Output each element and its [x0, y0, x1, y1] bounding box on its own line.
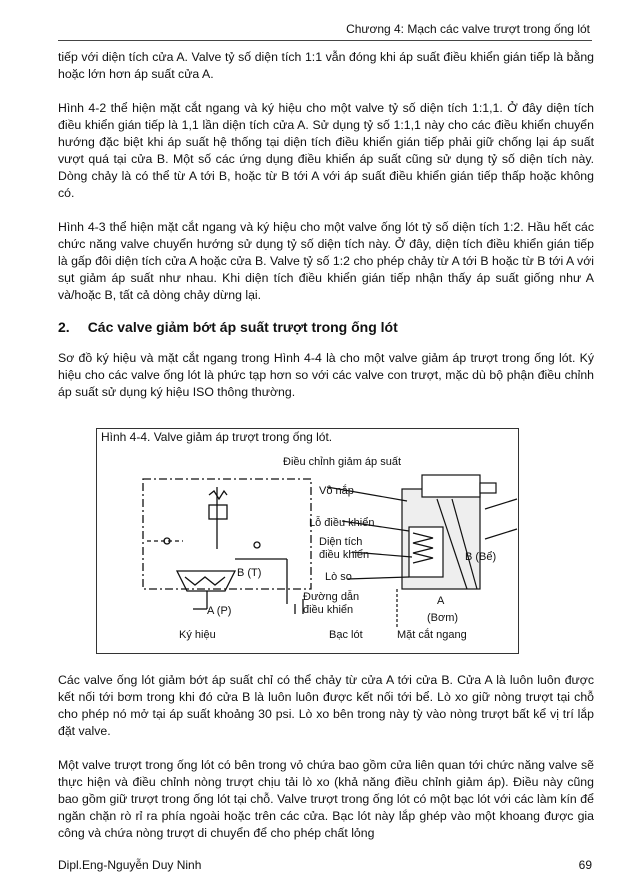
label-port-b-tank: B (Bể): [465, 551, 497, 563]
paragraph: Hình 4-3 thể hiện mặt cắt ngang và ký hiệu cho một valve ống lót tỷ số diện tích 1:2. Hầu hết các chức năng valve chuyển hướng sử dụng tỷ số diện tích này. Ở đây, diện tích điều khiển gián tiếp là gấp đôi diện tích cửa A hoặc cửa B. Valve tỷ số 1:2 cho phép chảy từ A tới B hoặc từ B tới A với sụt giảm áp suất như nhau. Khi diện tích điều khiển gián tiếp nhận thấy áp suất giống như A và/hoặc B, tất cả dòng chảy dừng lại.: [58, 220, 594, 302]
body-text-bottom: [58, 672, 594, 842]
symbol-frame: [143, 479, 311, 589]
label-spring: Lò so: [325, 571, 352, 583]
label-pilot-hole: Lỗ điều khiển: [309, 517, 375, 529]
figure-4-4: [96, 428, 519, 654]
label-adjust: Điều chỉnh giảm áp suất: [283, 456, 402, 468]
label-pump: (Bơm): [427, 612, 459, 624]
section-heading: [58, 318, 594, 336]
label-symbol: Ký hiệu: [179, 629, 216, 641]
label-cap: Vỏ nắp: [319, 485, 354, 497]
label-pilot-area: Diện tích điều khiển: [319, 536, 370, 561]
section-number: 2.: [58, 319, 70, 335]
paragraph: Các valve ống lót giảm bớt áp suất chỉ có thể chảy từ cửa A tới cửa B. Cửa A là luôn luôn được kết nối tới bơm trong khi đó cửa B là luôn luôn được kết nối tới bể. Lò xo giữ nòng trượt tại chỗ cho phép nó mở tại áp suất khoảng 30 psi. Lò xo bên trong này tỳ vào nòng trượt bất kể vị trí lắp đặt valve.: [58, 673, 594, 738]
footer-author: Dipl.Eng-Nguyễn Duy Ninh: [58, 858, 202, 872]
section-title: Các valve giảm bớt áp suất trượt trong ống lót: [87, 319, 398, 335]
label-sleeve: Bạc lót: [329, 629, 363, 641]
cartridge-symbol: [177, 571, 235, 591]
figure-caption: Hình 4-4. Valve giảm áp trượt trong ống lót.: [101, 430, 333, 444]
page-number: 69: [578, 858, 592, 872]
relief-valve-symbol: [209, 505, 227, 519]
label-port-a: A: [437, 595, 445, 607]
paragraph: Hình 4-2 thể hiện mặt cắt ngang và ký hiệu cho một valve tỷ số diện tích 1:1,1. Ở đây diện tích điều khiển gián tiếp là 1,1 lần diện tích cửa A. Sử dụng tỷ số 1:1,1 này cho các điều khiển chuyển hướng đặc biệt khi áp suất hệ thống tại diện tích điều khiển gián tiếp phải giữ chống lại áp suất vượt quá tại cửa B. Một số các ứng dụng điều khiển áp suất cũng sử dụng tỷ số diện tích này. Dòng chảy là có thể từ A tới B, hoặc từ B tới A với áp suất điều khiển gián tiếp thấp hoặc không có.: [58, 101, 594, 200]
paragraph: tiếp với diện tích cửa A. Valve tỷ số diện tích 1:1 vẫn đóng khi áp suất điều khiển gián tiếp là bằng hoặc lớn hơn áp suất cửa A.: [58, 50, 594, 81]
label-pilot-line: Đường dẫn điều khiển: [303, 591, 360, 616]
label-port-bt: B (T): [237, 567, 262, 579]
header-divider: [58, 40, 592, 41]
page-header: [0, 0, 624, 46]
label-section-view: Mặt cắt ngang: [397, 629, 467, 641]
paragraph: Sơ đồ ký hiệu và mặt cắt ngang trong Hình 4-4 là cho một valve giảm áp trượt trong ống lót. Ký hiệu cho các valve ống lót là phức tạp hơn so với các valve con trượt, mặc dù bộ phận điều chỉnh áp suất sử dụng ký hiệu ISO thông thường.: [58, 351, 594, 399]
body-text-top: [58, 49, 594, 401]
chapter-title: Chương 4: Mạch các valve trượt trong ống lót: [346, 22, 590, 36]
paragraph: Một valve trượt trong ống lót có bên trong vỏ chứa bao gồm cửa liên quan tới chức năng valve sẽ thực hiện và điều chỉnh nòng trượt chịu tải lò xo (khả năng điều chỉnh giảm áp). Điều này cũng bao gồm giữ trượt trong ống lót tại chỗ. Valve trượt trong ống lót có một bạc lót với các làm kín để ngăn chặn rò rỉ ra phía ngoài hoặc trên các cửa. Bạc lót này lắp ghép vào một khoang được gia công và chứa nòng trượt di chuyển để cho phép chất lỏng: [58, 758, 594, 840]
label-port-ap: A (P): [207, 605, 232, 617]
